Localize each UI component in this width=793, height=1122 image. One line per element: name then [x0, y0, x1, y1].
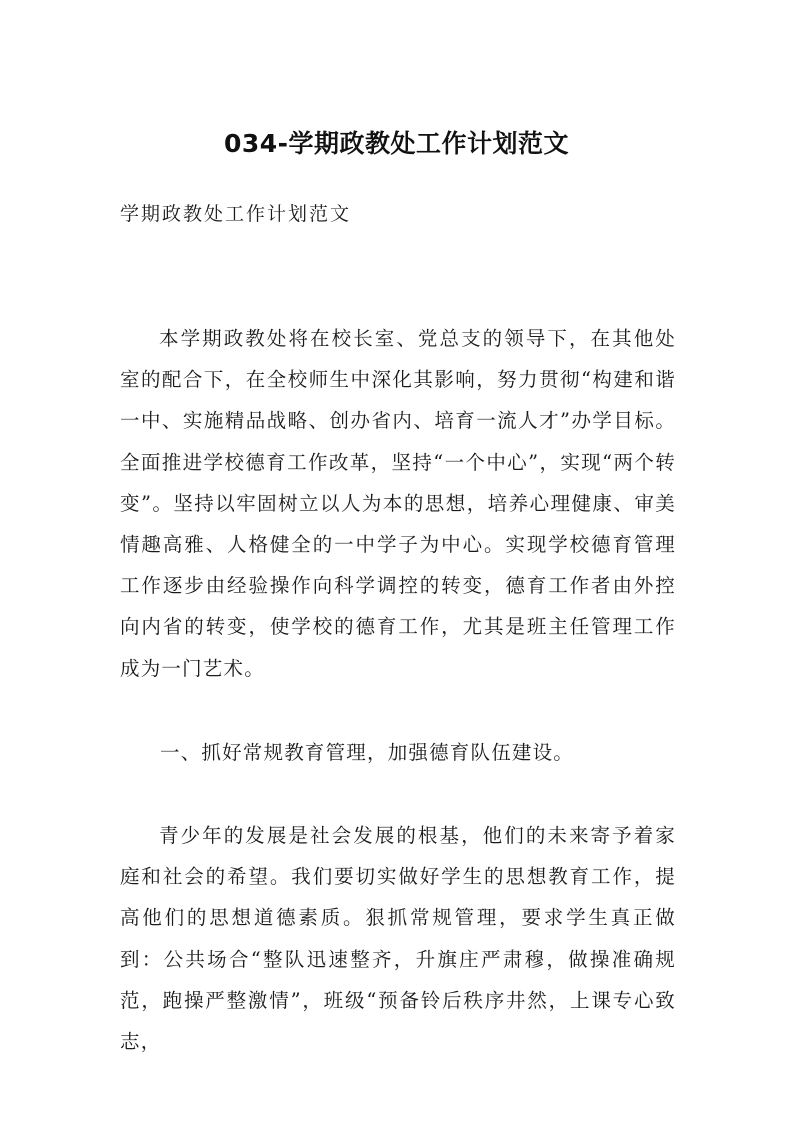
body-paragraph-intro: 本学期政教处将在校长室、党总支的领导下，在其他处室的配合下，在全校师生中深化其影响，努力贯彻“构建和谐一中、实施精品战略、创办省内、培育一流人才”办学目标。全面推进学校德育工作改革，坚持“一个中心”，实现“两个转变”。坚持以牢固树立以人为本的思想，培养心理健康、审美情趣高雅、人格健全的一中学子为中心。实现学校德育管理工作逐步由经验操作向科学调控的转变，德育工作者由外控向内省的转变，使学校的德育工作，尤其是班主任管理工作成为一门艺术。 — [120, 327, 676, 680]
document-subtitle: 学期政教处工作计划范文 — [120, 203, 352, 225]
body-paragraph-routine-management: 青少年的发展是社会发展的根基，他们的未来寄予着家庭和社会的希望。我们要切实做好学生的思想教育工作，提高他们的思想道德素质。狠抓常规管理，要求学生真正做到：公共场合“整队迅速整齐，升旗庄严肃穆，做操准确规范，跑操严整激情”，班级“预备铃后秩序井然，上课专心致志， — [120, 824, 676, 1054]
document-title: 034-学期政教处工作计划范文 — [223, 129, 570, 158]
section-heading: 一、抓好常规教育管理，加强德育队伍建设。 — [160, 741, 575, 764]
